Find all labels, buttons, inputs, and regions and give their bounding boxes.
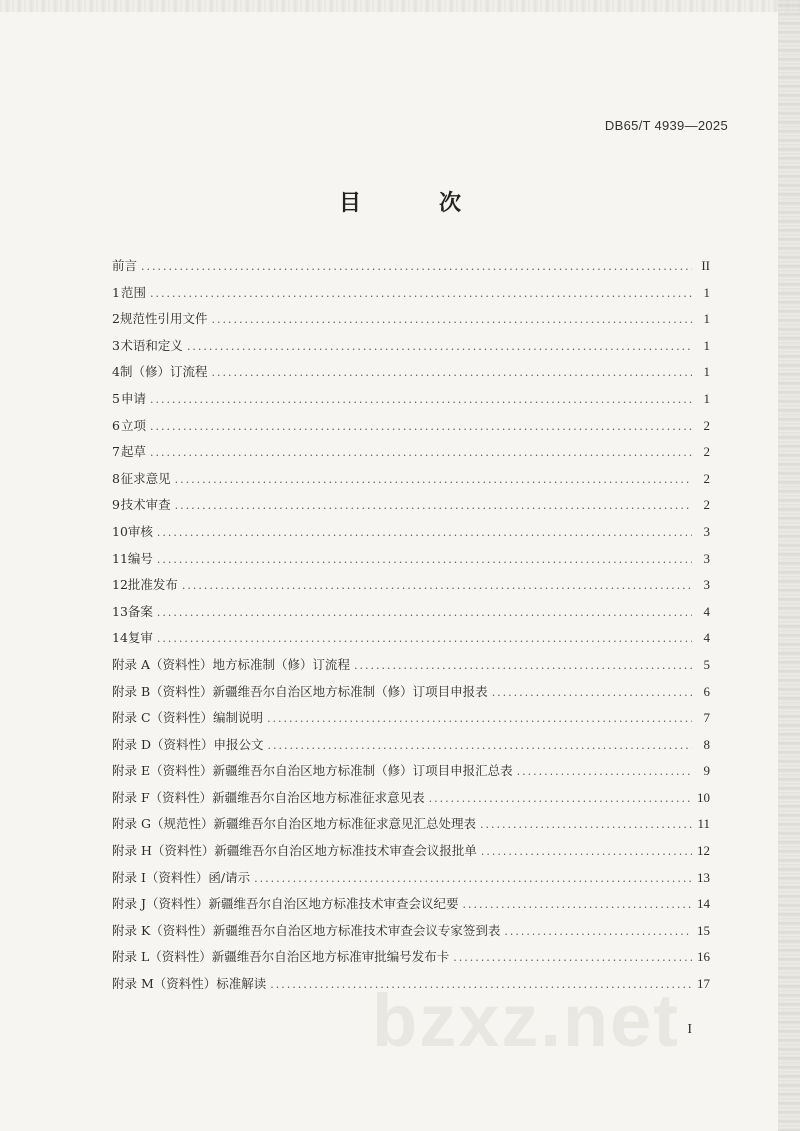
appendix-label: 新疆维吾尔自治区地方标准技术审查会议纪要 [208,896,459,912]
toc-entry-number: 7 [112,444,120,460]
document-code: DB65/T 4939—2025 [604,118,728,133]
appendix-prefix: 附录 E（资料性） [112,763,213,779]
leader-dots [254,872,692,885]
leader-dots [175,499,692,512]
appendix-prefix: 附录 I（资料性） [112,869,209,885]
appendix-label: 标准解读 [216,976,267,992]
leader-dots [354,659,692,672]
toc-entry-7[interactable] [112,442,710,469]
toc-appendix-i[interactable] [112,868,710,895]
appendix-page: 13 [697,869,710,885]
toc-entry-page: II [701,258,710,273]
toc-appendix-a[interactable] [112,655,710,682]
toc-entry-13[interactable] [112,602,710,629]
appendix-prefix: 附录 M（资料性） [112,976,217,992]
toc-appendix-j[interactable] [112,894,710,921]
toc-appendix-h[interactable] [112,841,710,868]
toc-entry-preface[interactable] [112,256,710,283]
leader-dots [157,526,692,539]
appendix-label: 新疆维吾尔自治区地方标准技术审查会议报批单 [214,843,477,859]
toc-entry-number: 4 [112,364,120,380]
toc-entry-10[interactable] [112,522,710,549]
leader-dots [141,260,692,273]
toc-entry-page: 2 [703,444,710,460]
toc-entry-8[interactable] [112,469,710,496]
toc-entry-label: 制（修）订流程 [120,364,208,380]
appendix-prefix: 附录 B（资料性） [112,683,213,699]
appendix-label: 函/请示 [208,869,251,885]
leader-dots [268,739,692,752]
toc-entry-3[interactable] [112,336,710,363]
toc-appendix-b[interactable] [112,682,710,709]
toc-appendix-k[interactable] [112,921,710,948]
appendix-prefix: 附录 A（资料性） [112,656,213,672]
leader-dots [429,792,692,805]
toc-entry-page: 3 [703,523,710,539]
toc-entry-page: 1 [703,390,710,406]
leader-dots [150,393,692,406]
appendix-page: 11 [697,816,710,832]
toc-entry-12[interactable] [112,575,710,602]
toc-entry-label: 技术审查 [120,497,171,513]
appendix-prefix: 附录 G（规范性） [112,816,214,832]
page-title: 目 次 [338,191,489,216]
toc-entry-label: 立项 [121,417,147,433]
toc-entry-number: 10 [112,523,128,539]
appendix-page: 6 [703,683,710,699]
leader-dots [187,340,692,353]
toc-entry-2[interactable] [112,309,710,336]
leader-dots [157,606,692,619]
toc-entry-label: 范围 [121,284,147,300]
toc-entry-page: 2 [703,497,710,513]
leader-dots [481,845,692,858]
appendix-page: 16 [697,949,710,965]
appendix-label: 地方标准制（修）订流程 [212,656,351,672]
toc-appendix-g[interactable] [112,814,710,841]
toc-entry-label: 备案 [127,603,153,619]
appendix-label: 申报公文 [213,736,264,752]
appendix-label: 编制说明 [213,710,264,726]
leader-dots [492,686,692,699]
leader-dots [504,925,692,938]
leader-dots [267,712,692,725]
appendix-prefix: 附录 F（资料性） [112,789,213,805]
toc-appendix-e[interactable] [112,761,710,788]
toc-entry-number: 8 [112,470,120,486]
appendix-page: 12 [697,843,710,859]
toc-entry-1[interactable] [112,283,710,310]
leader-dots [150,420,692,433]
toc-entry-11[interactable] [112,549,710,576]
appendix-prefix: 附录 L（资料性） [112,949,212,965]
toc-entry-label: 批准发布 [127,577,178,593]
toc-appendix-d[interactable] [112,735,710,762]
leader-dots [212,313,692,326]
toc-entry-page: 3 [703,550,710,566]
appendix-page: 8 [703,736,710,752]
appendix-page: 17 [697,976,710,992]
appendix-prefix: 附录 J（资料性） [112,896,209,912]
toc-entry-5[interactable] [112,389,710,416]
appendix-label: 新疆维吾尔自治区地方标准审批编号发布卡 [211,949,450,965]
toc-entry-page: 1 [703,284,710,300]
appendix-page: 10 [697,789,710,805]
toc-entry-label: 征求意见 [120,470,171,486]
toc-appendix-c[interactable] [112,708,710,735]
appendix-label: 新疆维吾尔自治区地方标准制（修）订项目申报汇总表 [212,763,513,779]
appendix-page: 14 [697,896,710,912]
toc-entry-page: 1 [703,337,710,353]
appendix-page: 9 [703,763,710,779]
leader-dots [182,579,692,592]
leader-dots [157,553,692,566]
toc-entry-number: 1 [112,284,120,300]
toc-entry-page: 4 [703,603,710,619]
page-number: I [687,1022,692,1037]
appendix-label: 新疆维吾尔自治区地方标准征求意见表 [212,789,425,805]
toc-entry-label: 前言 [112,258,138,273]
toc-entry-4[interactable] [112,362,710,389]
appendix-prefix: 附录 H（资料性） [112,843,215,859]
toc-entry-14[interactable] [112,628,710,655]
toc-entry-number: 3 [112,337,120,353]
appendix-page: 7 [703,710,710,726]
appendix-prefix: 附录 C（资料性） [112,710,214,726]
toc-entry-number: 14 [112,630,128,646]
appendix-prefix: 附录 D（资料性） [112,736,214,752]
appendix-prefix: 附录 K（资料性） [112,922,213,938]
toc-entry-page: 2 [703,470,710,486]
toc-appendix-l[interactable] [112,947,710,974]
toc-entry-label: 审核 [127,523,153,539]
appendix-label: 新疆维吾尔自治区地方标准制（修）订项目申报表 [212,683,488,699]
watermark: bzxz.net [372,979,680,1062]
toc-entry-number: 2 [112,311,120,327]
toc-entry-label: 术语和定义 [120,337,183,353]
toc-entry-label: 编号 [127,550,153,566]
leader-dots [150,287,692,300]
toc-entry-label: 复审 [127,630,153,646]
leader-dots [212,366,692,379]
toc-entry-label: 起草 [121,444,147,460]
leader-dots [175,473,692,486]
table-of-contents [112,256,710,1001]
toc-entry-number: 13 [112,603,128,619]
toc-entry-label: 规范性引用文件 [120,311,208,327]
leader-dots [463,898,692,911]
scan-edge-top [0,0,800,12]
toc-appendix-f[interactable] [112,788,710,815]
toc-entry-page: 4 [703,630,710,646]
toc-entry-page: 1 [703,311,710,327]
toc-entry-page: 1 [703,364,710,380]
toc-entry-number: 9 [112,497,120,513]
appendix-label: 新疆维吾尔自治区地方标准征求意见汇总处理表 [213,816,476,832]
appendix-page: 5 [703,656,710,672]
leader-dots [150,446,692,459]
leader-dots [157,632,692,645]
toc-entry-page: 2 [703,417,710,433]
toc-entry-label: 申请 [121,390,147,406]
toc-entry-number: 12 [112,577,128,593]
toc-entry-6[interactable] [112,416,710,443]
toc-entry-number: 5 [112,390,120,406]
leader-dots [480,818,692,831]
appendix-label: 新疆维吾尔自治区地方标准技术审查会议专家签到表 [212,922,501,938]
scan-edge-right [778,0,800,1131]
toc-entry-page: 3 [703,577,710,593]
toc-entry-9[interactable] [112,495,710,522]
toc-entry-number: 6 [112,417,120,433]
appendix-page: 15 [697,922,710,938]
leader-dots [517,765,692,778]
toc-entry-number: 11 [112,550,128,566]
leader-dots [453,951,692,964]
